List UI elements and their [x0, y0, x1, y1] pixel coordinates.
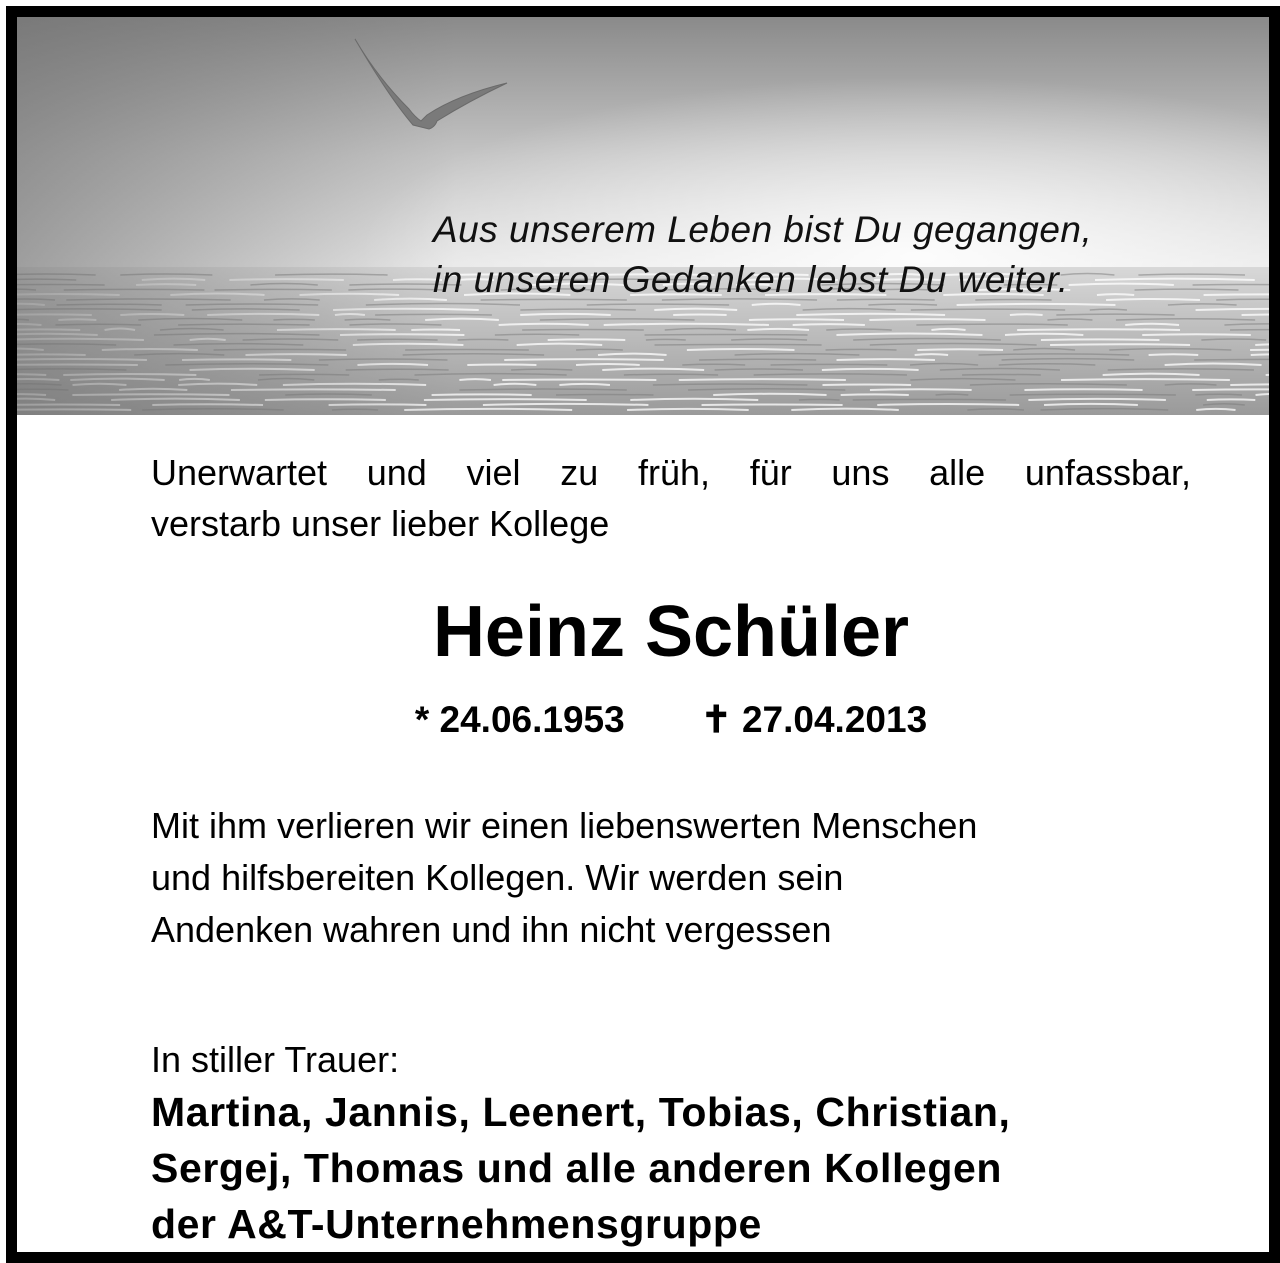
- birth-date: * 24.06.1953: [414, 699, 625, 740]
- intro-text: [151, 447, 1191, 549]
- memorial-quote: [433, 205, 1233, 305]
- mourners-line: Martina, Jannis, Leenert, Tobias, Christian,: [151, 1089, 1011, 1135]
- intro-line: verstarb unser lieber Kollege: [151, 503, 610, 544]
- notice-body: [151, 447, 1191, 1247]
- seascape-photo: [17, 17, 1269, 415]
- mourners-line: der A&T-Unternehmensgruppe: [151, 1201, 762, 1247]
- life-dates: [151, 697, 1191, 743]
- deceased-name: Heinz Schüler: [432, 592, 910, 672]
- tribute-line: Andenken wahren und ihn nicht vergessen: [151, 909, 832, 950]
- mourners-line: Sergej, Thomas und alle anderen Kollegen: [151, 1145, 1003, 1191]
- intro-line: Unerwartet und viel zu früh, für uns alle unfassbar,: [151, 452, 1191, 493]
- tribute-line: und hilfsbereiten Kollegen. Wir werden sein: [151, 857, 844, 898]
- tribute-text: [151, 800, 1191, 956]
- obituary-notice: [6, 6, 1280, 1263]
- quote-line: in unseren Gedanken lebst Du weiter.: [433, 259, 1069, 300]
- mourning-label: In stiller Trauer:: [151, 1039, 400, 1080]
- death-date: ✝ 27.04.2013: [700, 699, 928, 740]
- mourners-list: [151, 1084, 1191, 1252]
- tribute-line: Mit ihm verlieren wir einen liebenswerten Menschen: [151, 805, 978, 846]
- quote-line: Aus unserem Leben bist Du gegangen,: [433, 209, 1093, 250]
